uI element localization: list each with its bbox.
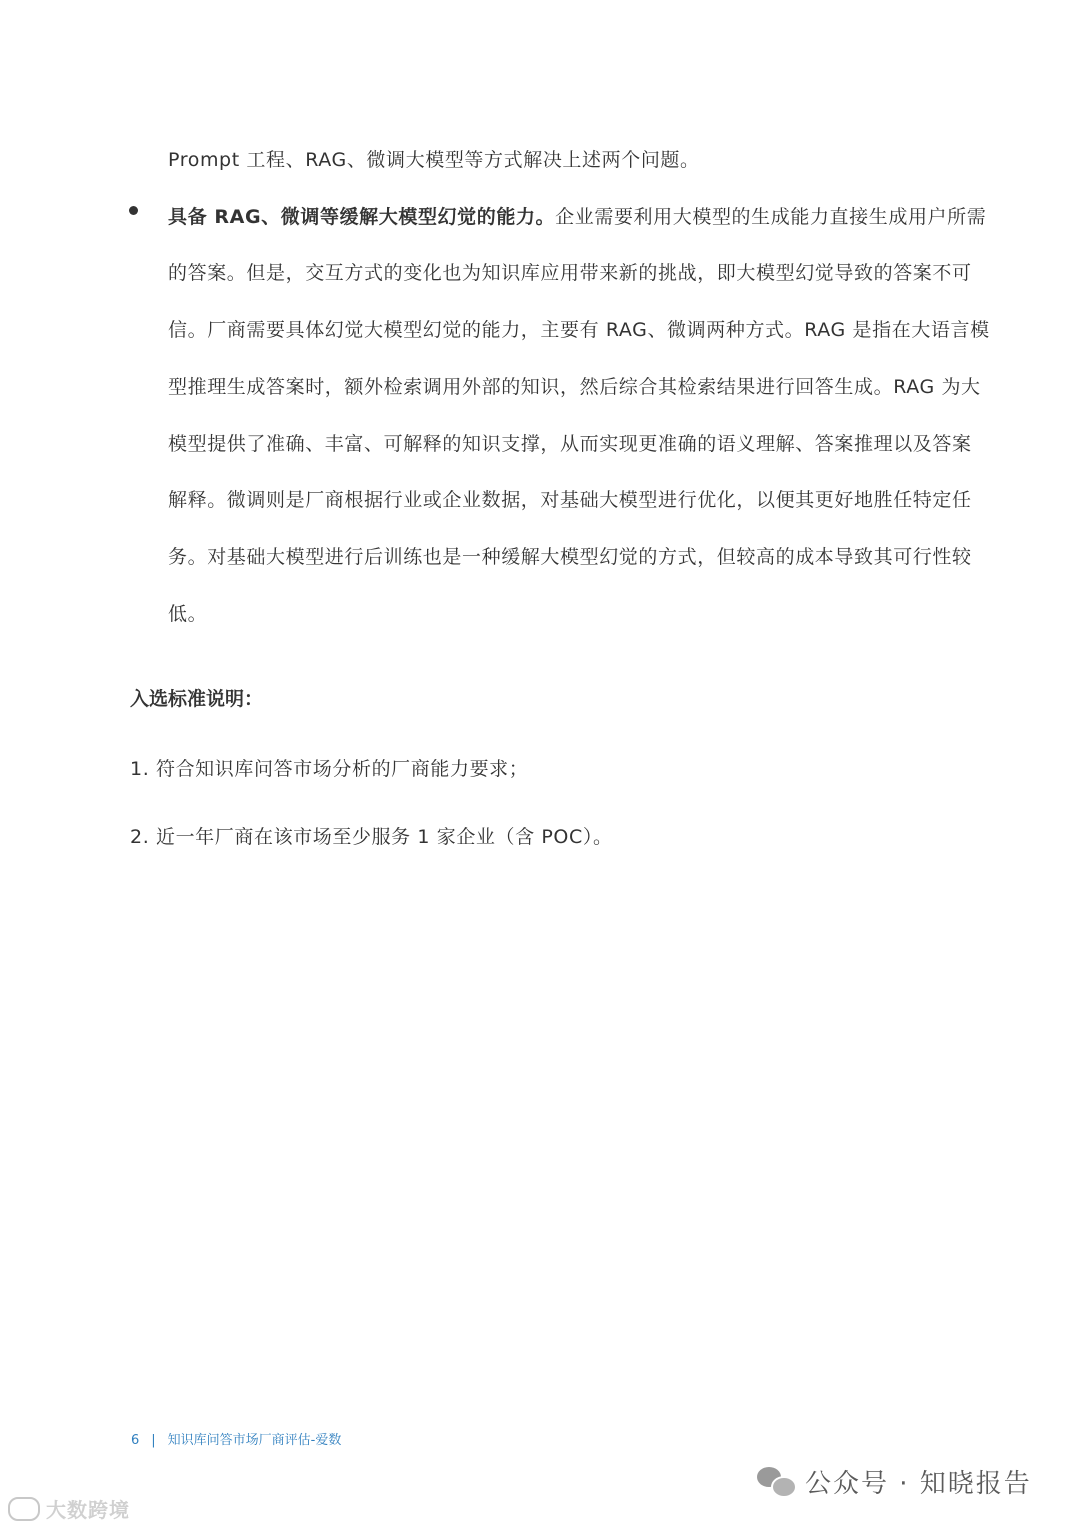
- bullet-line: 务。对基础大模型进行后训练也是一种缓解大模型幻觉的方式，但较高的成本导致其可行性较: [168, 546, 972, 568]
- bullet-line: 低。: [168, 603, 208, 625]
- page-number: 6: [131, 1433, 140, 1448]
- criteria-item: 1. 符合知识库问答市场分析的厂商能力要求；: [130, 758, 529, 780]
- bullet-line: 信。厂商需要具体幻觉大模型幻觉的能力，主要有 RAG、微调两种方式。RAG 是指在大语言模: [168, 319, 990, 341]
- footer-separator: |: [151, 1433, 156, 1448]
- watermark-icon: [8, 1497, 40, 1521]
- criteria-title: 入选标准说明：: [130, 688, 264, 710]
- bullet-line: 解释。微调则是厂商根据行业或企业数据，对基础大模型进行优化，以便其更好地胜任特定任: [168, 489, 972, 511]
- bullet-line: 的答案。但是，交互方式的变化也为知识库应用带来新的挑战，即大模型幻觉导致的答案不可: [168, 262, 972, 284]
- bullet-heading: 具备 RAG、微调等缓解大模型幻觉的能力。: [168, 206, 556, 228]
- bullet-dot: [129, 206, 138, 215]
- footer-doc-title: 知识库问答市场厂商评估-爱数: [167, 1433, 342, 1448]
- page-footer: [131, 1431, 341, 1451]
- criteria-item: 2. 近一年厂商在该市场至少服务 1 家企业（含 POC）。: [130, 826, 613, 848]
- bullet-line: 模型提供了准确、丰富、可解释的知识支撑，从而实现更准确的语义理解、答案推理以及答案: [168, 433, 972, 455]
- body-line-0: Prompt 工程、RAG、微调大模型等方式解决上述两个问题。: [168, 149, 700, 171]
- wechat-label: 公众号 · 知晓报告: [805, 1468, 1032, 1499]
- watermark-text: 大数跨境: [46, 1498, 130, 1522]
- bullet-text-start: 企业需要利用大模型的生成能力直接生成用户所需: [555, 206, 987, 228]
- wechat-badge: [755, 1460, 1032, 1502]
- wechat-icon: [755, 1464, 795, 1498]
- watermark: [8, 1494, 130, 1523]
- bullet-line-first: [168, 203, 986, 231]
- bullet-line: 型推理生成答案时，额外检索调用外部的知识，然后综合其检索结果进行回答生成。RAG 为大: [168, 376, 981, 398]
